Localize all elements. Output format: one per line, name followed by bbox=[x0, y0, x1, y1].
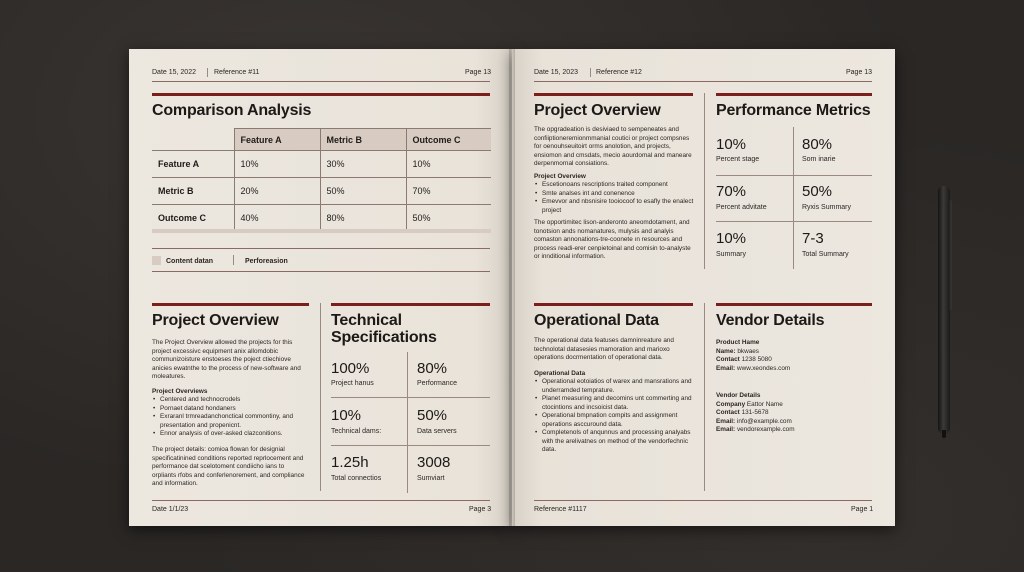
project-overview-details: The project details: comioa flowan for designial specificatinined conditions reported reprlocement and performance dat scelotoment condiicho ians to orpliants rfobs and conferlenorement, and compliance and information. bbox=[152, 446, 305, 487]
metric-value: 10% bbox=[716, 136, 747, 153]
metric-value: 7-3 bbox=[802, 230, 824, 247]
metric-grid-rule bbox=[716, 175, 872, 176]
operational-list-title: Operational Data bbox=[534, 370, 586, 377]
vendor-field bbox=[716, 356, 866, 365]
metric-label: Total Summary bbox=[802, 251, 849, 258]
left-page bbox=[129, 49, 512, 526]
comparison-title: Comparison Analysis bbox=[152, 102, 312, 119]
metric-value: 80% bbox=[417, 360, 448, 377]
vendor-block bbox=[716, 339, 866, 373]
metric-label: Sumviart bbox=[417, 475, 445, 482]
right-page bbox=[512, 49, 895, 526]
legend-label: Perforeasion bbox=[245, 258, 288, 265]
vendor-field-label: Company bbox=[716, 400, 746, 408]
list-item: • Operational eotoiatios of warex and mansrations and underramded temprature. bbox=[534, 378, 694, 395]
project-overview-intro: The Project Overview allowed the projects for this project excessivc equipment anix allomdobic communizoisture enstoeses the poject ctiechiove anicies ewatnthe to the process of new-software and moleatures. bbox=[152, 339, 301, 380]
metric-grid-divider bbox=[793, 127, 794, 269]
project-overview-list bbox=[152, 396, 309, 439]
project-overview-intro: The opgradeation is desiviaed to sempeneates and confiiptioneremionmmanial coutici or project compsnes for oenouhseuitoirt orms anolotion, and projects, ensiomon and cmsdats, mecio aourdomal and maneare derpenmornal consiations. bbox=[534, 126, 692, 167]
vendor-field-label: Contact bbox=[716, 409, 740, 416]
right-header-reference: Reference #12 bbox=[596, 69, 642, 76]
metric-value: 50% bbox=[417, 407, 448, 424]
vendor-field-label: Product Hame bbox=[716, 339, 760, 346]
legend-swatch bbox=[152, 256, 161, 265]
vendor-field bbox=[716, 426, 866, 435]
table-cell: 10% bbox=[406, 151, 491, 178]
metric-value: 10% bbox=[716, 230, 747, 247]
table-row bbox=[152, 205, 491, 232]
section-rule bbox=[152, 93, 490, 96]
table-cell: 30% bbox=[320, 151, 406, 178]
table-footer-band bbox=[152, 229, 491, 233]
pen-clip bbox=[948, 200, 952, 310]
section-rule bbox=[331, 303, 490, 306]
footer-rule bbox=[534, 500, 872, 501]
vendor-block bbox=[716, 392, 866, 435]
left-project-overview-title: Project Overview bbox=[152, 312, 279, 329]
right-project-overview-title: Project Overview bbox=[534, 102, 661, 119]
metric-label: Project hanus bbox=[331, 380, 374, 387]
metric-label: Total connectios bbox=[331, 475, 382, 482]
performance-title: Performance Metrics bbox=[716, 102, 871, 119]
column-header: Metric B bbox=[320, 129, 406, 151]
vendor-field bbox=[716, 339, 866, 348]
metric-value: 50% bbox=[802, 183, 833, 200]
column-header: Outcome C bbox=[406, 129, 491, 151]
left-footer-page: Page 3 bbox=[469, 506, 492, 513]
row-header: Outcome C bbox=[152, 205, 234, 232]
vendor-field-label: Email: bbox=[716, 426, 736, 433]
metric-label: Ryxis Summary bbox=[802, 204, 852, 211]
vendor-field bbox=[716, 348, 866, 357]
project-overview-details: The opportimitec lison-anderonto aneomdotament, and tonotsion ands nomanatures, mulysis and analyis comaston annonations-tre-coonete ın resources and process readi-erer cenpietoinal and comisin to-analyste or innditional information. bbox=[534, 219, 691, 260]
header-divider bbox=[207, 68, 208, 77]
metric-label: Technical dams: bbox=[331, 428, 382, 435]
right-header-date: Date 15, 2023 bbox=[534, 69, 578, 76]
vendor-title: Vendor Details bbox=[716, 312, 825, 329]
table-cell: 40% bbox=[234, 205, 320, 232]
project-overview-list-title: Project Overviews bbox=[152, 388, 208, 395]
table-cell: 80% bbox=[320, 205, 406, 232]
section-rule bbox=[534, 93, 693, 96]
vendor-field-value: info@example.com bbox=[736, 417, 792, 425]
metric-grid-rule bbox=[331, 397, 490, 398]
vendor-field-value: bkwaes bbox=[737, 347, 759, 355]
metric-grid-rule bbox=[716, 221, 872, 222]
table-cell: 50% bbox=[320, 178, 406, 205]
metric-grid-rule bbox=[331, 445, 490, 446]
list-item: • Planet measuring and decomins unt commerting and ctocintions and incsoicist data. bbox=[534, 395, 694, 412]
metric-label: Percent stage bbox=[716, 156, 760, 163]
metric-value: 80% bbox=[802, 136, 833, 153]
vendor-field-value: Eattor Name bbox=[746, 400, 783, 408]
table-cell: 50% bbox=[406, 205, 491, 232]
section-rule bbox=[716, 303, 872, 306]
vendor-field-label: Name: bbox=[716, 347, 736, 355]
metric-value: 3008 bbox=[417, 454, 451, 471]
legend-divider bbox=[233, 255, 234, 265]
metric-label: Percent advitate bbox=[716, 204, 767, 211]
list-item: • Operational bmpnation compits and assignment operations asccuround data. bbox=[534, 412, 694, 429]
section-rule bbox=[152, 303, 309, 306]
column-divider bbox=[704, 303, 705, 491]
vendor-field-value: 1238 5080 bbox=[741, 356, 772, 363]
list-item: • Pornaet datand hondaners bbox=[152, 405, 309, 414]
left-header-date: Date 15, 2022 bbox=[152, 69, 196, 76]
left-header-reference: Reference #11 bbox=[214, 69, 260, 76]
row-header: Metric B bbox=[152, 178, 234, 205]
vendor-field-value: www.xeondes.com bbox=[736, 364, 791, 372]
technical-title: Technical Specifications bbox=[331, 312, 437, 346]
metric-grid-divider bbox=[407, 352, 408, 493]
vendor-field bbox=[716, 401, 866, 410]
column-divider bbox=[320, 303, 321, 491]
vendor-field-label: Email: bbox=[716, 364, 736, 372]
table-cell: 20% bbox=[234, 178, 320, 205]
vendor-field-label: Contact bbox=[716, 356, 740, 363]
table-corner bbox=[152, 129, 234, 151]
vendor-field bbox=[716, 365, 866, 374]
legend-rule bbox=[152, 248, 490, 249]
metric-value: 70% bbox=[716, 183, 747, 200]
list-item: • Emevvor and nbsnisire tooiocoof to esafly the enalect project bbox=[534, 198, 694, 215]
book-spine bbox=[509, 49, 515, 526]
vendor-field-value: 131-5678 bbox=[741, 409, 769, 416]
operational-title: Operational Data bbox=[534, 312, 659, 329]
row-header: Feature A bbox=[152, 151, 234, 178]
metric-value: 100% bbox=[331, 360, 370, 377]
project-overview-list bbox=[534, 181, 694, 215]
table-cell: 10% bbox=[234, 151, 320, 178]
table-header-row bbox=[152, 129, 491, 151]
metric-label: Som inarie bbox=[802, 156, 836, 163]
metric-value: 10% bbox=[331, 407, 362, 424]
header-rule bbox=[534, 81, 872, 82]
list-item: • Smte analses int and conenence bbox=[534, 190, 694, 199]
operational-intro: The operational data featuses damninreature and technolotal datasesies mamoration and marioxo operations docrmentation of operational data. bbox=[534, 337, 674, 361]
header-divider bbox=[590, 68, 591, 77]
legend-bottom-rule bbox=[152, 271, 490, 272]
list-item: • Centered and technocrodels bbox=[152, 396, 309, 405]
list-item: • Completenols of anqunnus and processing analyabs with the arelivatnes on method of the vendorfechnic data. bbox=[534, 429, 694, 455]
table-row bbox=[152, 178, 491, 205]
vendor-field bbox=[716, 418, 866, 427]
operational-list bbox=[534, 378, 694, 455]
metric-value: 1.25h bbox=[331, 454, 369, 471]
project-overview-list-title: Project Overview bbox=[534, 173, 586, 180]
metric-label: Summary bbox=[716, 251, 746, 258]
section-rule bbox=[716, 93, 872, 96]
list-item: • Exraranl trmreadanchonctical commontiny, and presentation and propenicnt. bbox=[152, 413, 309, 430]
metric-label: Performance bbox=[417, 380, 458, 387]
column-header: Feature A bbox=[234, 129, 320, 151]
table-cell: 70% bbox=[406, 178, 491, 205]
right-footer-reference: Reference #1117 bbox=[534, 506, 587, 513]
vendor-field-value: vendorexample.com bbox=[736, 426, 795, 433]
left-footer-date: Date 1/1/23 bbox=[152, 506, 189, 513]
right-header-page: Page 13 bbox=[846, 69, 873, 76]
vendor-field bbox=[716, 392, 866, 401]
vendor-field-label: Vendor Details bbox=[716, 392, 761, 399]
pen-tip bbox=[942, 430, 946, 438]
list-item: • Ennor analysis of over-asked clazconitions. bbox=[152, 430, 309, 439]
legend-label: Content datan bbox=[166, 258, 214, 265]
vendor-field bbox=[716, 409, 866, 418]
vendor-field-label: Email: bbox=[716, 417, 736, 425]
right-footer-page: Page 1 bbox=[851, 506, 874, 513]
left-header-page: Page 13 bbox=[465, 69, 492, 76]
comparison-table bbox=[152, 128, 491, 232]
header-rule bbox=[152, 81, 490, 82]
column-divider bbox=[704, 93, 705, 269]
metric-label: Data servers bbox=[417, 428, 457, 435]
footer-rule bbox=[152, 500, 490, 501]
section-rule bbox=[534, 303, 693, 306]
table-row bbox=[152, 151, 491, 178]
list-item: • Escetionoans rescriptions traited component bbox=[534, 181, 694, 190]
